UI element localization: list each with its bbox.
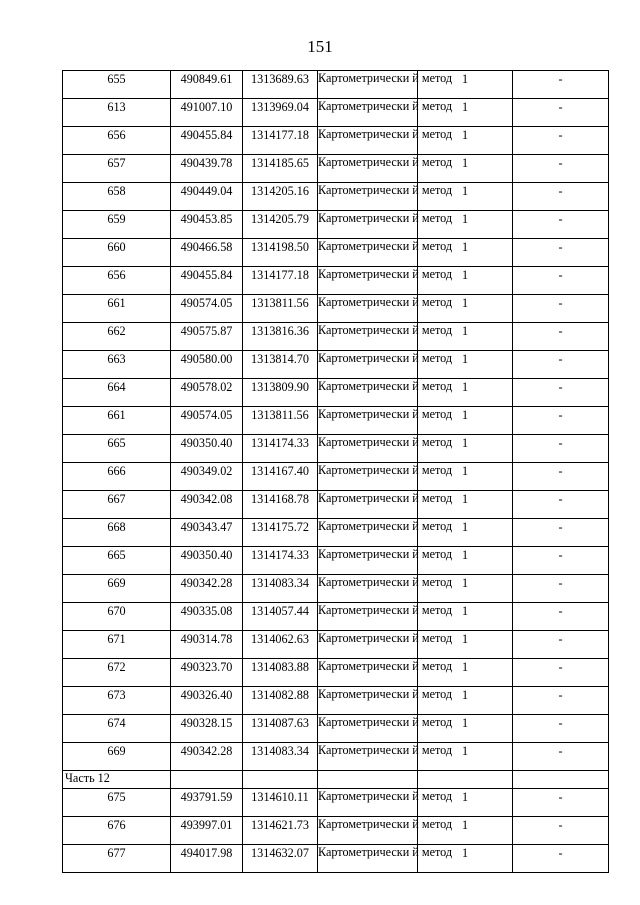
x-coordinate-cell: 491007.10 bbox=[171, 99, 243, 127]
count-cell: 1 bbox=[418, 323, 513, 351]
table-row bbox=[63, 351, 609, 379]
dash-cell: - bbox=[513, 211, 609, 239]
x-coordinate-cell: 490466.58 bbox=[171, 239, 243, 267]
method-cell: Картометрически й метод bbox=[318, 99, 418, 127]
dash-cell: - bbox=[513, 547, 609, 575]
count-cell: 1 bbox=[418, 491, 513, 519]
point-number-cell: 672 bbox=[63, 659, 171, 687]
count-cell: 1 bbox=[418, 379, 513, 407]
point-number-cell: 655 bbox=[63, 71, 171, 99]
coordinates-table-body bbox=[63, 71, 609, 873]
point-number-cell: 661 bbox=[63, 407, 171, 435]
x-coordinate-cell: 490335.08 bbox=[171, 603, 243, 631]
x-coordinate-cell: 493791.59 bbox=[171, 789, 243, 817]
x-coordinate-cell: 490453.85 bbox=[171, 211, 243, 239]
point-number-cell: 665 bbox=[63, 435, 171, 463]
method-cell: Картометрически й метод bbox=[318, 155, 418, 183]
table-row bbox=[63, 715, 609, 743]
x-coordinate-cell: 490574.05 bbox=[171, 407, 243, 435]
x-coordinate-cell: 490575.87 bbox=[171, 323, 243, 351]
table-row bbox=[63, 789, 609, 817]
y-coordinate-cell: 1314168.78 bbox=[243, 491, 318, 519]
method-cell: Картометрически й метод bbox=[318, 547, 418, 575]
method-cell: Картометрически й метод bbox=[318, 845, 418, 873]
x-coordinate-cell: 490455.84 bbox=[171, 267, 243, 295]
table-row bbox=[63, 295, 609, 323]
part-header-row bbox=[63, 771, 609, 789]
count-cell: 1 bbox=[418, 295, 513, 323]
x-coordinate-cell: 490343.47 bbox=[171, 519, 243, 547]
y-coordinate-cell: 1314082.88 bbox=[243, 687, 318, 715]
count-cell: 1 bbox=[418, 127, 513, 155]
dash-cell: - bbox=[513, 715, 609, 743]
point-number-cell: 613 bbox=[63, 99, 171, 127]
table-row bbox=[63, 379, 609, 407]
method-cell: Картометрически й метод bbox=[318, 407, 418, 435]
method-cell: Картометрически й метод bbox=[318, 789, 418, 817]
dash-cell: - bbox=[513, 575, 609, 603]
method-cell: Картометрически й метод bbox=[318, 491, 418, 519]
count-cell: 1 bbox=[418, 183, 513, 211]
y-coordinate-cell: 1314057.44 bbox=[243, 603, 318, 631]
point-number-cell: 670 bbox=[63, 603, 171, 631]
count-cell: 1 bbox=[418, 603, 513, 631]
point-number-cell: 675 bbox=[63, 789, 171, 817]
point-number-cell: 665 bbox=[63, 547, 171, 575]
table-row bbox=[63, 463, 609, 491]
x-coordinate-cell: 490350.40 bbox=[171, 547, 243, 575]
dash-cell: - bbox=[513, 239, 609, 267]
x-coordinate-cell: 490323.70 bbox=[171, 659, 243, 687]
method-cell: Картометрически й метод bbox=[318, 239, 418, 267]
table-row bbox=[63, 547, 609, 575]
x-coordinate-cell: 490328.15 bbox=[171, 715, 243, 743]
point-number-cell: 662 bbox=[63, 323, 171, 351]
empty-cell bbox=[418, 771, 513, 789]
method-cell: Картометрически й метод bbox=[318, 267, 418, 295]
count-cell: 1 bbox=[418, 211, 513, 239]
dash-cell: - bbox=[513, 295, 609, 323]
empty-cell bbox=[513, 771, 609, 789]
y-coordinate-cell: 1314087.63 bbox=[243, 715, 318, 743]
empty-cell bbox=[318, 771, 418, 789]
table-row bbox=[63, 659, 609, 687]
dash-cell: - bbox=[513, 435, 609, 463]
x-coordinate-cell: 490342.28 bbox=[171, 743, 243, 771]
dash-cell: - bbox=[513, 659, 609, 687]
table-row bbox=[63, 407, 609, 435]
y-coordinate-cell: 1314632.07 bbox=[243, 845, 318, 873]
x-coordinate-cell: 490455.84 bbox=[171, 127, 243, 155]
count-cell: 1 bbox=[418, 99, 513, 127]
count-cell: 1 bbox=[418, 659, 513, 687]
coordinates-table bbox=[62, 70, 609, 873]
point-number-cell: 677 bbox=[63, 845, 171, 873]
method-cell: Картометрически й метод bbox=[318, 127, 418, 155]
dash-cell: - bbox=[513, 183, 609, 211]
point-number-cell: 657 bbox=[63, 155, 171, 183]
x-coordinate-cell: 493997.01 bbox=[171, 817, 243, 845]
point-number-cell: 671 bbox=[63, 631, 171, 659]
x-coordinate-cell: 490574.05 bbox=[171, 295, 243, 323]
point-number-cell: 669 bbox=[63, 575, 171, 603]
dash-cell: - bbox=[513, 519, 609, 547]
method-cell: Картометрически й метод bbox=[318, 817, 418, 845]
point-number-cell: 674 bbox=[63, 715, 171, 743]
table-row bbox=[63, 239, 609, 267]
x-coordinate-cell: 490342.08 bbox=[171, 491, 243, 519]
y-coordinate-cell: 1314177.18 bbox=[243, 267, 318, 295]
point-number-cell: 666 bbox=[63, 463, 171, 491]
y-coordinate-cell: 1313811.56 bbox=[243, 295, 318, 323]
x-coordinate-cell: 490349.02 bbox=[171, 463, 243, 491]
count-cell: 1 bbox=[418, 351, 513, 379]
table-row bbox=[63, 817, 609, 845]
count-cell: 1 bbox=[418, 817, 513, 845]
method-cell: Картометрически й метод bbox=[318, 603, 418, 631]
table-row bbox=[63, 71, 609, 99]
dash-cell: - bbox=[513, 491, 609, 519]
count-cell: 1 bbox=[418, 547, 513, 575]
y-coordinate-cell: 1314083.34 bbox=[243, 743, 318, 771]
point-number-cell: 661 bbox=[63, 295, 171, 323]
method-cell: Картометрически й метод bbox=[318, 295, 418, 323]
count-cell: 1 bbox=[418, 715, 513, 743]
table-row bbox=[63, 435, 609, 463]
x-coordinate-cell: 490580.00 bbox=[171, 351, 243, 379]
point-number-cell: 658 bbox=[63, 183, 171, 211]
count-cell: 1 bbox=[418, 743, 513, 771]
x-coordinate-cell: 490342.28 bbox=[171, 575, 243, 603]
point-number-cell: 660 bbox=[63, 239, 171, 267]
table-row bbox=[63, 519, 609, 547]
count-cell: 1 bbox=[418, 407, 513, 435]
method-cell: Картометрически й метод bbox=[318, 687, 418, 715]
dash-cell: - bbox=[513, 789, 609, 817]
table-row bbox=[63, 631, 609, 659]
method-cell: Картометрически й метод bbox=[318, 435, 418, 463]
method-cell: Картометрически й метод bbox=[318, 351, 418, 379]
x-coordinate-cell: 490449.04 bbox=[171, 183, 243, 211]
count-cell: 1 bbox=[418, 519, 513, 547]
method-cell: Картометрически й метод bbox=[318, 71, 418, 99]
count-cell: 1 bbox=[418, 435, 513, 463]
point-number-cell: 673 bbox=[63, 687, 171, 715]
y-coordinate-cell: 1314083.34 bbox=[243, 575, 318, 603]
y-coordinate-cell: 1314621.73 bbox=[243, 817, 318, 845]
count-cell: 1 bbox=[418, 575, 513, 603]
table-row bbox=[63, 267, 609, 295]
method-cell: Картометрически й метод bbox=[318, 659, 418, 687]
x-coordinate-cell: 490849.61 bbox=[171, 71, 243, 99]
table-row bbox=[63, 491, 609, 519]
dash-cell: - bbox=[513, 743, 609, 771]
point-number-cell: 668 bbox=[63, 519, 171, 547]
dash-cell: - bbox=[513, 845, 609, 873]
y-coordinate-cell: 1314205.16 bbox=[243, 183, 318, 211]
x-coordinate-cell: 490350.40 bbox=[171, 435, 243, 463]
page-number: 151 bbox=[307, 37, 333, 56]
count-cell: 1 bbox=[418, 155, 513, 183]
dash-cell: - bbox=[513, 127, 609, 155]
dash-cell: - bbox=[513, 407, 609, 435]
y-coordinate-cell: 1314198.50 bbox=[243, 239, 318, 267]
dash-cell: - bbox=[513, 155, 609, 183]
table-row bbox=[63, 183, 609, 211]
method-cell: Картометрически й метод bbox=[318, 183, 418, 211]
method-cell: Картометрически й метод bbox=[318, 631, 418, 659]
point-number-cell: 659 bbox=[63, 211, 171, 239]
dash-cell: - bbox=[513, 99, 609, 127]
y-coordinate-cell: 1314610.11 bbox=[243, 789, 318, 817]
x-coordinate-cell: 490578.02 bbox=[171, 379, 243, 407]
point-number-cell: 664 bbox=[63, 379, 171, 407]
point-number-cell: 667 bbox=[63, 491, 171, 519]
table-row bbox=[63, 211, 609, 239]
table-row bbox=[63, 575, 609, 603]
dash-cell: - bbox=[513, 267, 609, 295]
part-label: Часть 12 bbox=[63, 771, 171, 789]
table-row bbox=[63, 743, 609, 771]
x-coordinate-cell: 490439.78 bbox=[171, 155, 243, 183]
y-coordinate-cell: 1313816.36 bbox=[243, 323, 318, 351]
count-cell: 1 bbox=[418, 239, 513, 267]
count-cell: 1 bbox=[418, 71, 513, 99]
x-coordinate-cell: 490314.78 bbox=[171, 631, 243, 659]
table-row bbox=[63, 323, 609, 351]
dash-cell: - bbox=[513, 71, 609, 99]
x-coordinate-cell: 490326.40 bbox=[171, 687, 243, 715]
empty-cell bbox=[243, 771, 318, 789]
y-coordinate-cell: 1314177.18 bbox=[243, 127, 318, 155]
dash-cell: - bbox=[513, 687, 609, 715]
y-coordinate-cell: 1314062.63 bbox=[243, 631, 318, 659]
y-coordinate-cell: 1313689.63 bbox=[243, 71, 318, 99]
y-coordinate-cell: 1313809.90 bbox=[243, 379, 318, 407]
method-cell: Картометрически й метод bbox=[318, 519, 418, 547]
y-coordinate-cell: 1313814.70 bbox=[243, 351, 318, 379]
method-cell: Картометрически й метод bbox=[318, 575, 418, 603]
table-row bbox=[63, 155, 609, 183]
table-row bbox=[63, 127, 609, 155]
point-number-cell: 676 bbox=[63, 817, 171, 845]
y-coordinate-cell: 1313969.04 bbox=[243, 99, 318, 127]
table-row bbox=[63, 99, 609, 127]
method-cell: Картометрически й метод bbox=[318, 463, 418, 491]
y-coordinate-cell: 1314167.40 bbox=[243, 463, 318, 491]
count-cell: 1 bbox=[418, 687, 513, 715]
dash-cell: - bbox=[513, 817, 609, 845]
dash-cell: - bbox=[513, 379, 609, 407]
method-cell: Картометрически й метод bbox=[318, 715, 418, 743]
count-cell: 1 bbox=[418, 463, 513, 491]
table-row bbox=[63, 687, 609, 715]
dash-cell: - bbox=[513, 351, 609, 379]
x-coordinate-cell: 494017.98 bbox=[171, 845, 243, 873]
count-cell: 1 bbox=[418, 789, 513, 817]
point-number-cell: 656 bbox=[63, 127, 171, 155]
point-number-cell: 663 bbox=[63, 351, 171, 379]
y-coordinate-cell: 1314185.65 bbox=[243, 155, 318, 183]
y-coordinate-cell: 1313811.56 bbox=[243, 407, 318, 435]
point-number-cell: 656 bbox=[63, 267, 171, 295]
count-cell: 1 bbox=[418, 631, 513, 659]
dash-cell: - bbox=[513, 631, 609, 659]
table-row bbox=[63, 603, 609, 631]
table-row bbox=[63, 845, 609, 873]
dash-cell: - bbox=[513, 323, 609, 351]
y-coordinate-cell: 1314083.88 bbox=[243, 659, 318, 687]
method-cell: Картометрически й метод bbox=[318, 379, 418, 407]
empty-cell bbox=[171, 771, 243, 789]
method-cell: Картометрически й метод bbox=[318, 743, 418, 771]
dash-cell: - bbox=[513, 603, 609, 631]
method-cell: Картометрически й метод bbox=[318, 211, 418, 239]
y-coordinate-cell: 1314174.33 bbox=[243, 435, 318, 463]
point-number-cell: 669 bbox=[63, 743, 171, 771]
count-cell: 1 bbox=[418, 845, 513, 873]
method-cell: Картометрически й метод bbox=[318, 323, 418, 351]
count-cell: 1 bbox=[418, 267, 513, 295]
y-coordinate-cell: 1314175.72 bbox=[243, 519, 318, 547]
y-coordinate-cell: 1314205.79 bbox=[243, 211, 318, 239]
y-coordinate-cell: 1314174.33 bbox=[243, 547, 318, 575]
dash-cell: - bbox=[513, 463, 609, 491]
